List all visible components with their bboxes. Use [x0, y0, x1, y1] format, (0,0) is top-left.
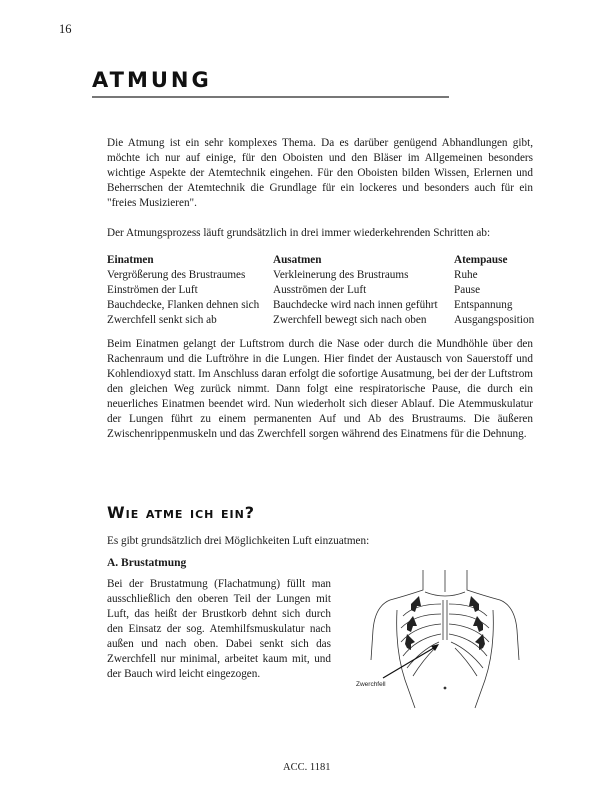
breathing-steps-table — [107, 253, 534, 328]
table-cell: Entspannung — [454, 299, 513, 311]
section-title: Wie atme ich ein? — [107, 503, 256, 522]
table-cell: Zwerchfell senkt sich ab — [107, 314, 217, 326]
chapter-title: ATMUNG — [92, 68, 212, 92]
table-cell: Zwerchfell bewegt sich nach oben — [273, 314, 427, 326]
table-row — [107, 268, 534, 283]
page-footer: ACC. 1181 — [283, 762, 331, 773]
column-header: Ausatmen — [273, 254, 322, 266]
table-row — [107, 283, 534, 298]
table-cell: Bauchdecke wird nach innen geführt — [273, 299, 438, 311]
figure-label: Zwerchfell — [356, 681, 386, 688]
pointer-arrow — [383, 646, 437, 678]
table-cell: Ausströmen der Luft — [273, 284, 367, 296]
table-cell: Ruhe — [454, 269, 478, 281]
brustatmung-paragraph: Bei der Brustatmung (Flachatmung) füllt man ausschließlich den oberen Teil der Lungen mit Luft, das heißt der Brustkorb dehnt sich durch den Einsatz der sog. Atemhilfsmuskulatur nach außen und nach oben. Dabei senkt sich das Zwerchfell nur minimal, arbeitet kaum mit, und der Bauch wird leicht eingezogen. — [107, 578, 331, 680]
table-row — [107, 313, 534, 328]
torso-illustration — [345, 570, 545, 710]
table-header-row — [107, 253, 534, 268]
intro-paragraph: Die Atmung ist ein sehr komplexes Thema. Da es darüber genügend Abhandlungen gibt, möchte ich nur auf einige, für den Oboisten und den Bläser im Allgemeinen besonders wichtige Aspekte der Atemtechnik eingehen. Für den Oboisten bilden Wissen, Erlernen und Beherrschen der Atemtechnik die Grundlage für ein lockeres und besonders auch für ein "freies Musizieren". — [107, 137, 533, 209]
process-intro-paragraph: Der Atmungsprozess läuft grundsätzlich in drei immer wiederkehrenden Schritten ab: — [107, 227, 491, 239]
table-row — [107, 298, 534, 313]
explanation-paragraph: Beim Einatmen gelangt der Luftstrom durch die Nase oder durch die Mundhöhle über den Rachenraum und die Luftröhre in die Lungen. Hier findet der Austausch von Sauerstoff und Kohlendioxyd statt. Im Anschluss daran erfolgt die sofortige Ausatmung, bei der der Luftstrom den gleichen Weg zurück nimmt. Dann folgt eine respiratorische Pause, die durch ein neuerliches Einatmen beendet wird. Nun wiederholt sich dieser Ablauf. Die Atemmuskulatur der Lungen führt zu einem permanenten Auf und Ab des Brustraums. Die äußeren Zwischenrippenmuskeln und das Zwerchfell sorgen während des Einatmens für die Dehnung. — [107, 338, 533, 440]
table-cell: Einströmen der Luft — [107, 284, 198, 296]
table-cell: Verkleinerung des Brustraums — [273, 269, 409, 281]
table-cell: Ausgangsposition — [454, 314, 535, 326]
table-cell: Vergrößerung des Brustraumes — [107, 269, 246, 281]
column-header: Atempause — [454, 254, 508, 266]
table-cell: Pause — [454, 284, 481, 296]
navel — [444, 687, 446, 689]
subsection-title: A. Brustatmung — [107, 557, 187, 569]
expansion-arrows-icon — [405, 596, 485, 650]
column-header: Einatmen — [107, 254, 154, 266]
page-number: 16 — [59, 22, 72, 36]
title-rule — [92, 96, 449, 98]
section-intro-paragraph: Es gibt grundsätzlich drei Möglichkeiten Luft einzuatmen: — [107, 535, 370, 547]
table-cell: Bauchdecke, Flanken dehnen sich — [107, 299, 260, 311]
